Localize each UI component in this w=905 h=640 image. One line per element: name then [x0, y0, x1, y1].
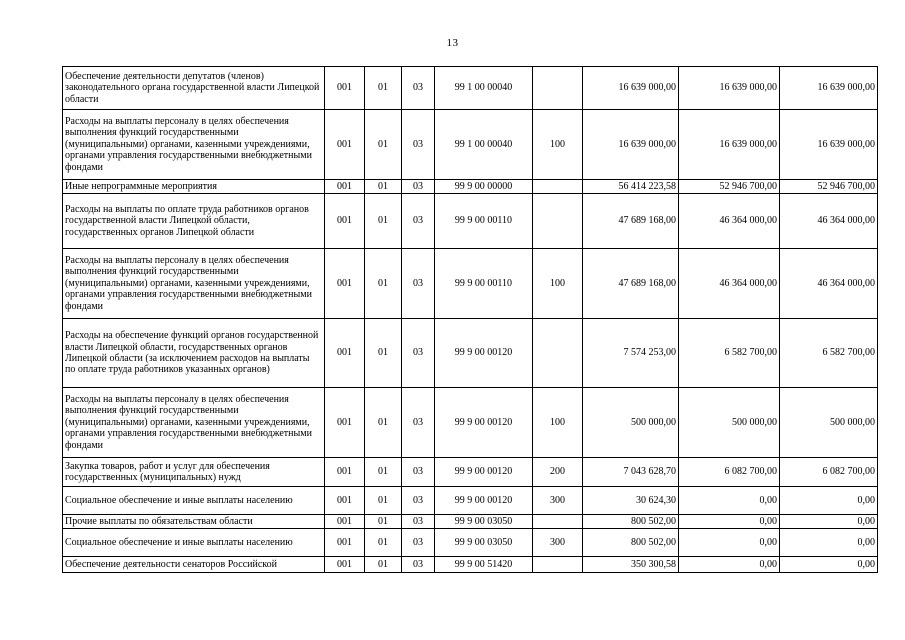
expense-type-cell — [533, 557, 583, 573]
amount-year3-cell: 16 639 000,00 — [780, 67, 878, 110]
amount-year3-cell: 0,00 — [780, 515, 878, 529]
expense-type-cell — [533, 194, 583, 249]
amount-year1-cell: 16 639 000,00 — [583, 110, 679, 180]
amount-year2-cell: 0,00 — [679, 557, 780, 573]
table-row — [63, 67, 878, 110]
expense-type-cell: 200 — [533, 458, 583, 487]
amount-year2-cell: 0,00 — [679, 487, 780, 515]
ved-code-cell: 001 — [325, 515, 365, 529]
subsection-code-cell: 03 — [402, 194, 435, 249]
row-name-cell: Социальное обеспечение и иные выплаты населению — [63, 529, 325, 557]
amount-year2-cell: 0,00 — [679, 515, 780, 529]
amount-year3-cell: 500 000,00 — [780, 388, 878, 458]
amount-year1-cell: 30 624,30 — [583, 487, 679, 515]
target-article-cell: 99 9 00 03050 — [435, 515, 533, 529]
ved-code-cell: 001 — [325, 487, 365, 515]
row-name-cell: Обеспечение деятельности депутатов (членов) законодательного органа государственной власти Липецкой области — [63, 67, 325, 110]
amount-year3-cell: 0,00 — [780, 529, 878, 557]
expense-type-cell — [533, 67, 583, 110]
expense-type-cell — [533, 319, 583, 388]
row-name-cell: Обеспечение деятельности сенаторов Российской — [63, 557, 325, 573]
table-row — [63, 180, 878, 194]
target-article-cell: 99 9 00 00120 — [435, 319, 533, 388]
row-name-cell: Расходы на выплаты по оплате труда работников органов государственной власти Липецкой области, государственных органов Липецкой области — [63, 194, 325, 249]
amount-year1-cell: 47 689 168,00 — [583, 249, 679, 319]
amount-year1-cell: 47 689 168,00 — [583, 194, 679, 249]
section-code-cell: 01 — [365, 110, 402, 180]
subsection-code-cell: 03 — [402, 319, 435, 388]
section-code-cell: 01 — [365, 515, 402, 529]
expense-type-cell — [533, 515, 583, 529]
target-article-cell: 99 9 00 51420 — [435, 557, 533, 573]
ved-code-cell: 001 — [325, 180, 365, 194]
amount-year3-cell: 46 364 000,00 — [780, 194, 878, 249]
amount-year2-cell: 46 364 000,00 — [679, 249, 780, 319]
ved-code-cell: 001 — [325, 529, 365, 557]
row-name-cell: Расходы на выплаты персоналу в целях обеспечения выполнения функций государственными (муниципальными) органами, казенными учреждениями, органами управления государственными внебюджетными фондами — [63, 388, 325, 458]
ved-code-cell: 001 — [325, 249, 365, 319]
amount-year2-cell: 16 639 000,00 — [679, 67, 780, 110]
target-article-cell: 99 9 00 00120 — [435, 487, 533, 515]
amount-year2-cell: 16 639 000,00 — [679, 110, 780, 180]
section-code-cell: 01 — [365, 194, 402, 249]
row-name-cell: Иные непрограммные мероприятия — [63, 180, 325, 194]
amount-year3-cell: 6 582 700,00 — [780, 319, 878, 388]
expense-type-cell: 300 — [533, 529, 583, 557]
amount-year1-cell: 7 043 628,70 — [583, 458, 679, 487]
section-code-cell: 01 — [365, 458, 402, 487]
table-row — [63, 557, 878, 573]
target-article-cell: 99 9 00 00120 — [435, 458, 533, 487]
amount-year2-cell: 0,00 — [679, 529, 780, 557]
expense-type-cell — [533, 180, 583, 194]
section-code-cell: 01 — [365, 67, 402, 110]
table-row — [63, 319, 878, 388]
row-name-cell: Прочие выплаты по обязательствам области — [63, 515, 325, 529]
subsection-code-cell: 03 — [402, 529, 435, 557]
amount-year3-cell: 52 946 700,00 — [780, 180, 878, 194]
section-code-cell: 01 — [365, 557, 402, 573]
section-code-cell: 01 — [365, 487, 402, 515]
table-row — [63, 194, 878, 249]
amount-year1-cell: 56 414 223,58 — [583, 180, 679, 194]
ved-code-cell: 001 — [325, 67, 365, 110]
amount-year3-cell: 0,00 — [780, 557, 878, 573]
ved-code-cell: 001 — [325, 388, 365, 458]
section-code-cell: 01 — [365, 388, 402, 458]
ved-code-cell: 001 — [325, 110, 365, 180]
subsection-code-cell: 03 — [402, 67, 435, 110]
expense-type-cell: 100 — [533, 249, 583, 319]
target-article-cell: 99 1 00 00040 — [435, 67, 533, 110]
amount-year2-cell: 46 364 000,00 — [679, 194, 780, 249]
amount-year1-cell: 800 502,00 — [583, 529, 679, 557]
target-article-cell: 99 1 00 00040 — [435, 110, 533, 180]
table-row — [63, 487, 878, 515]
subsection-code-cell: 03 — [402, 180, 435, 194]
subsection-code-cell: 03 — [402, 458, 435, 487]
amount-year2-cell: 500 000,00 — [679, 388, 780, 458]
table-row — [63, 388, 878, 458]
ved-code-cell: 001 — [325, 319, 365, 388]
subsection-code-cell: 03 — [402, 110, 435, 180]
row-name-cell: Социальное обеспечение и иные выплаты населению — [63, 487, 325, 515]
table-row — [63, 249, 878, 319]
section-code-cell: 01 — [365, 319, 402, 388]
row-name-cell: Расходы на выплаты персоналу в целях обеспечения выполнения функций государственными (муниципальными) органами, казенными учреждениями, органами управления государственными внебюджетными фондами — [63, 249, 325, 319]
amount-year1-cell: 500 000,00 — [583, 388, 679, 458]
amount-year2-cell: 52 946 700,00 — [679, 180, 780, 194]
amount-year1-cell: 800 502,00 — [583, 515, 679, 529]
target-article-cell: 99 9 00 00110 — [435, 249, 533, 319]
table-row — [63, 458, 878, 487]
expense-type-cell: 100 — [533, 110, 583, 180]
target-article-cell: 99 9 00 03050 — [435, 529, 533, 557]
ved-code-cell: 001 — [325, 458, 365, 487]
table-row — [63, 529, 878, 557]
row-name-cell: Расходы на выплаты персоналу в целях обеспечения выполнения функций государственными (муниципальными) органами, казенными учреждениями, органами управления государственными внебюджетными фондами — [63, 110, 325, 180]
amount-year3-cell: 46 364 000,00 — [780, 249, 878, 319]
table-row — [63, 110, 878, 180]
amount-year2-cell: 6 582 700,00 — [679, 319, 780, 388]
row-name-cell: Расходы на обеспечение функций органов государственной власти Липецкой области, государственных органов Липецкой области (за исключением расходов на выплаты по оплате труда работников указанных органов) — [63, 319, 325, 388]
subsection-code-cell: 03 — [402, 515, 435, 529]
subsection-code-cell: 03 — [402, 557, 435, 573]
amount-year1-cell: 350 300,58 — [583, 557, 679, 573]
amount-year1-cell: 16 639 000,00 — [583, 67, 679, 110]
subsection-code-cell: 03 — [402, 487, 435, 515]
amount-year3-cell: 16 639 000,00 — [780, 110, 878, 180]
budget-table — [62, 66, 878, 573]
subsection-code-cell: 03 — [402, 249, 435, 319]
ved-code-cell: 001 — [325, 557, 365, 573]
target-article-cell: 99 9 00 00120 — [435, 388, 533, 458]
amount-year1-cell: 7 574 253,00 — [583, 319, 679, 388]
section-code-cell: 01 — [365, 249, 402, 319]
amount-year2-cell: 6 082 700,00 — [679, 458, 780, 487]
target-article-cell: 99 9 00 00110 — [435, 194, 533, 249]
amount-year3-cell: 0,00 — [780, 487, 878, 515]
subsection-code-cell: 03 — [402, 388, 435, 458]
amount-year3-cell: 6 082 700,00 — [780, 458, 878, 487]
row-name-cell: Закупка товаров, работ и услуг для обеспечения государственных (муниципальных) нужд — [63, 458, 325, 487]
expense-type-cell: 300 — [533, 487, 583, 515]
section-code-cell: 01 — [365, 529, 402, 557]
page-number: 13 — [446, 37, 459, 49]
table-row — [63, 515, 878, 529]
ved-code-cell: 001 — [325, 194, 365, 249]
target-article-cell: 99 9 00 00000 — [435, 180, 533, 194]
section-code-cell: 01 — [365, 180, 402, 194]
expense-type-cell: 100 — [533, 388, 583, 458]
